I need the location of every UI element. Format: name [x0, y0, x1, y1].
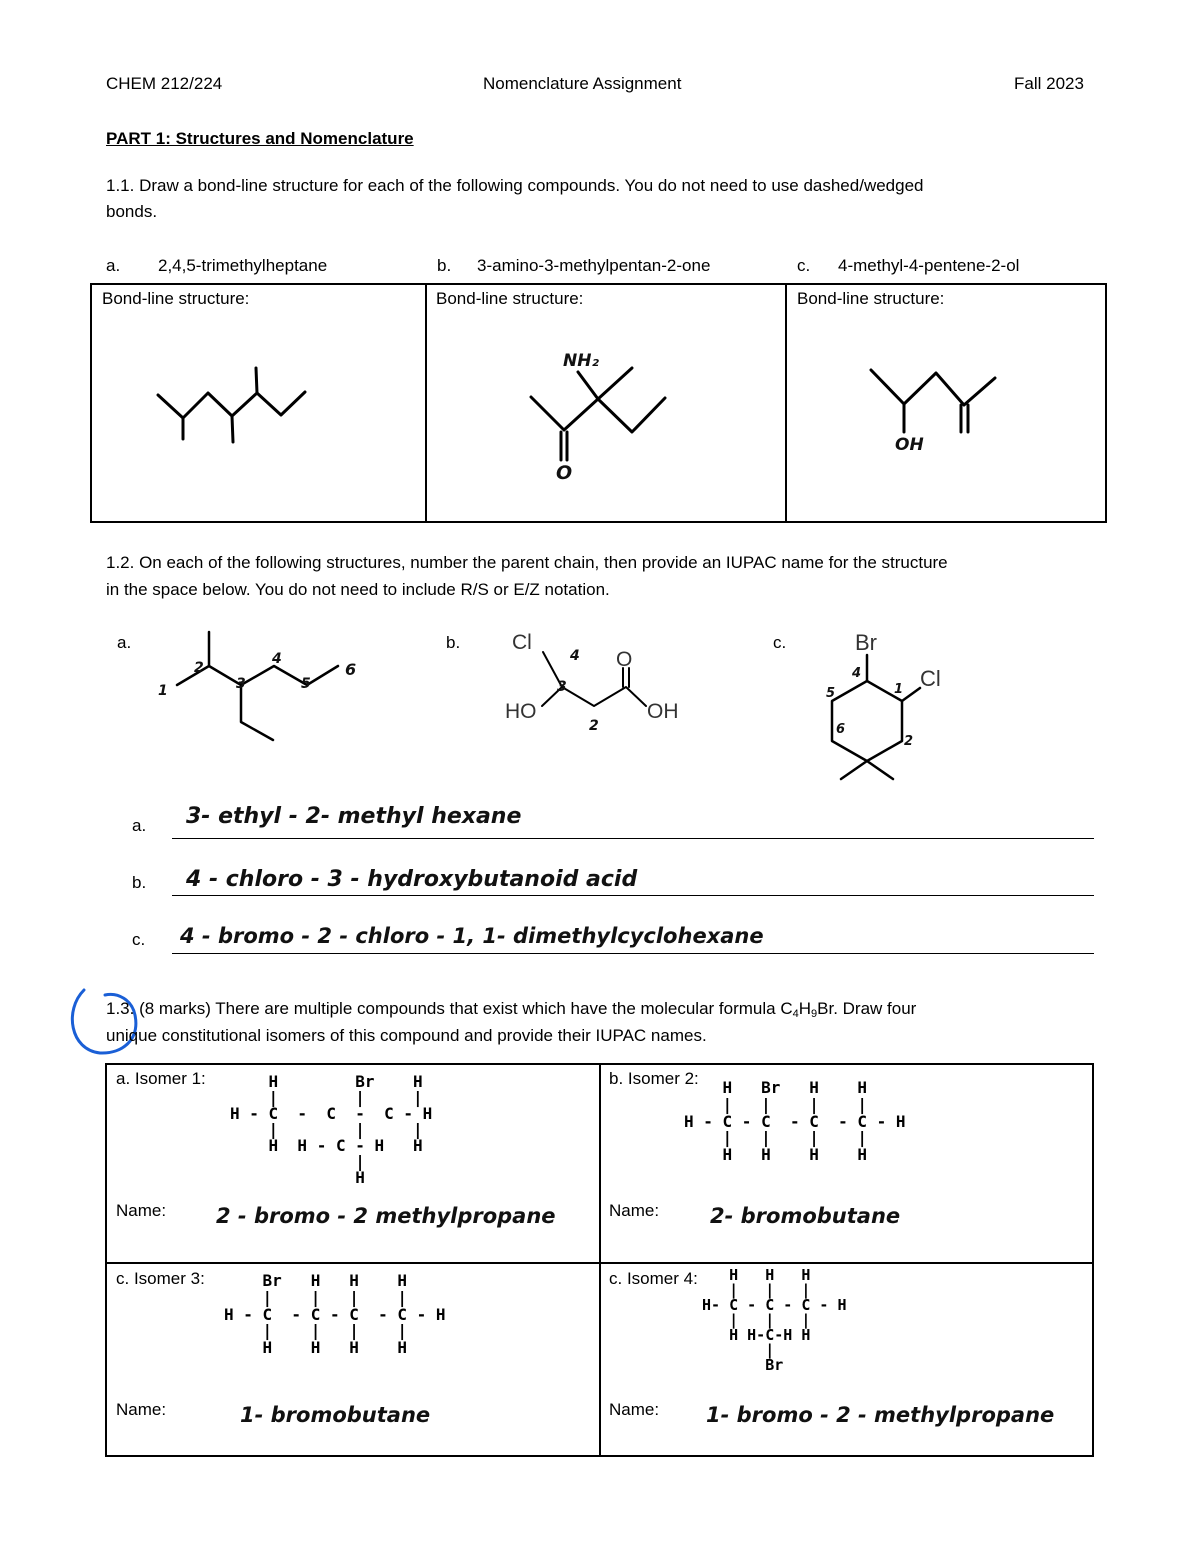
- q12-text-1: 1.2. On each of the following structures, number the parent chain, then provide an IUPAC name for the structure: [106, 553, 948, 572]
- q11-text-2: bonds.: [106, 202, 158, 221]
- isomer-2-name-label: Name:: [609, 1201, 660, 1220]
- answer-b-line: [172, 895, 1094, 896]
- q11-c-name: 4-methyl-4-pentene-2-ol: [838, 256, 1020, 275]
- isomer-1-name-label: Name:: [116, 1201, 167, 1220]
- answer-a-line: [172, 838, 1094, 839]
- header-course: CHEM 212/224: [106, 74, 223, 93]
- q12-b-letter: b.: [446, 633, 461, 652]
- isomer-3-name: 1- bromobutane: [240, 1403, 431, 1427]
- q11-b-amine-label: NH₂: [563, 351, 599, 371]
- isomer-3-label: c. Isomer 3:: [116, 1269, 205, 1288]
- q13-hdivider: [105, 1262, 1094, 1264]
- answer-c-line: [172, 953, 1094, 954]
- isomer-4-name: 1- bromo - 2 - methylpropane: [706, 1403, 1055, 1427]
- q12-b-cl-label: Cl: [512, 631, 532, 654]
- isomer-3-structure: [224, 1273, 454, 1368]
- q11-a-cell-label: Bond-line structure:: [102, 289, 250, 308]
- q12-b-num-2: 2: [589, 718, 599, 734]
- isomer-2-label: b. Isomer 2:: [609, 1069, 699, 1088]
- q12-c-num-5: 5: [826, 686, 836, 701]
- q12-c-num-4: 4: [852, 666, 862, 681]
- answer-b-letter: b.: [132, 873, 147, 892]
- q12-a-num-6: 6: [345, 660, 357, 679]
- q13-sub-4: 4: [792, 1008, 799, 1020]
- q12-a-num-1: 1: [158, 683, 168, 699]
- isomer-2-drawing: H Br H H | | | | H - C - C - C - C - H | | | | H H H H: [684, 1078, 906, 1165]
- q11-c-letter: c.: [797, 256, 811, 275]
- q12-a-num-3: 3: [236, 676, 246, 692]
- q12-b-num-4: 4: [570, 648, 580, 664]
- q12-a-num-5: 5: [301, 676, 311, 692]
- isomer-4-structure: [702, 1268, 882, 1393]
- q12-c-letter: c.: [773, 633, 787, 652]
- q11-b-name: 3-amino-3-methylpentan-2-one: [477, 256, 711, 275]
- q13-text-1: [106, 999, 916, 1020]
- q12-b-ho-label: HO: [505, 700, 537, 723]
- answer-c-letter: c.: [132, 930, 146, 949]
- isomer-3-drawing: Br H H H | | | | H - C - C - C - C - H | | | | H H H H: [224, 1271, 446, 1358]
- answer-a-text: 3- ethyl - 2- methyl hexane: [186, 804, 522, 829]
- q12-b-oh-label: OH: [647, 700, 679, 723]
- answer-c-text: 4 - bromo - 2 - chloro - 1, 1- dimethylcyclohexane: [180, 924, 764, 948]
- part-title: PART 1: Structures and Nomenclature: [106, 129, 414, 148]
- isomer-2-name: 2- bromobutane: [710, 1204, 901, 1228]
- q12-b-o-label: O: [616, 648, 633, 671]
- q13-text-2: unique constitutional isomers of this compound and provide their IUPAC names.: [106, 1026, 707, 1045]
- q13-vdivider: [599, 1063, 601, 1457]
- header-term: Fall 2023: [1014, 74, 1084, 93]
- q11-divider-1: [425, 283, 427, 523]
- isomer-1-label: a. Isomer 1:: [116, 1069, 206, 1088]
- isomer-1-drawing: H Br H | | | H - C - C - C - H | | | H H - C - H H | H: [230, 1072, 433, 1187]
- isomer-3-name-label: Name:: [116, 1400, 167, 1419]
- q11-table: [90, 283, 1107, 523]
- q12-text-2: in the space below. You do not need to include R/S or E/Z notation.: [106, 580, 610, 599]
- q11-b-oxygen-label: O: [556, 462, 573, 484]
- q11-divider-2: [785, 283, 787, 523]
- answer-b-text: 4 - chloro - 3 - hydroxybutanoid acid: [186, 867, 638, 892]
- q12-a-num-2: 2: [194, 660, 204, 676]
- q11-b-cell-label: Bond-line structure:: [436, 289, 584, 308]
- answer-a-letter: a.: [132, 816, 147, 835]
- q11-text-1: 1.1. Draw a bond-line structure for each of the following compounds. You do not need to use dashed/wedged: [106, 176, 924, 195]
- isomer-1-structure: [230, 1072, 433, 1187]
- q11-b-letter: b.: [437, 256, 452, 275]
- q12-b-num-3: 3: [557, 679, 567, 695]
- q12-c-num-6: 6: [836, 722, 846, 737]
- isomer-4-label: c. Isomer 4:: [609, 1269, 698, 1288]
- q13-suffix: Br. Draw four: [817, 999, 917, 1018]
- q13-prefix: 1.3. (8 marks) There are multiple compounds that exist which have the molecular formula C: [106, 999, 793, 1018]
- q11-a-name: 2,4,5-trimethylheptane: [158, 256, 328, 275]
- q13-sub-9: 9: [811, 1008, 818, 1020]
- q12-c-num-1: 1: [894, 682, 904, 697]
- q12-c-num-2: 2: [904, 734, 914, 749]
- isomer-1-name: 2 - bromo - 2 methylpropane: [216, 1204, 556, 1228]
- q11-c-oh-label: OH: [895, 435, 924, 455]
- header-title: Nomenclature Assignment: [483, 74, 682, 93]
- q12-a-num-4: 4: [272, 651, 282, 667]
- q12-c-br-label: Br: [855, 630, 877, 655]
- q12-c-cl-label: Cl: [920, 666, 941, 691]
- q12-a-letter: a.: [117, 633, 132, 652]
- q11-a-letter: a.: [106, 256, 121, 275]
- isomer-2-structure: [684, 1080, 914, 1175]
- q13-h: H: [798, 999, 812, 1018]
- isomer-4-name-label: Name:: [609, 1400, 660, 1419]
- isomer-4-drawing: H H H | | | H- C - C - C - H | | | H H-C-H H | Br: [702, 1266, 847, 1374]
- q11-c-cell-label: Bond-line structure:: [797, 289, 945, 308]
